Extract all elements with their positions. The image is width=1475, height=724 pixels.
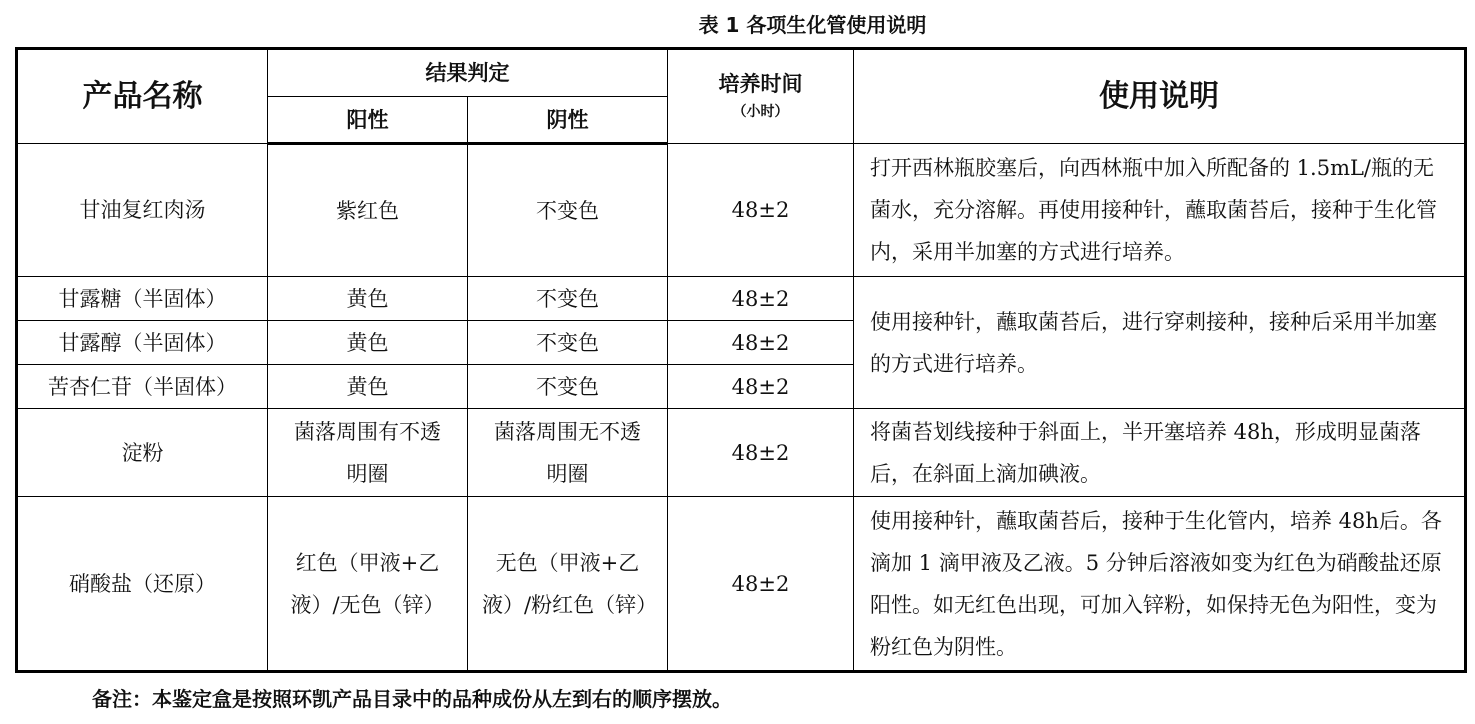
header-time-cell: [668, 49, 854, 144]
row-positive: 紫红色: [268, 144, 468, 277]
row-negative: 不变色: [468, 321, 668, 365]
header-time: 培养时间: [718, 71, 803, 96]
row-name: 甘露醇（半固体）: [17, 321, 268, 365]
row-name: 甘油复红肉汤: [17, 144, 268, 277]
row-negative: 菌落周围无不透明圈: [468, 409, 668, 497]
row-negative: 无色（甲液+乙液）/粉红色（锌）: [468, 497, 668, 672]
row-usage: 使用接种针，蘸取菌苔后，接种于生化管内，培养 48h后。各滴加 1 滴甲液及乙液。5 分钟后溶液如变为红色为硝酸盐还原阳性。如无红色出现，可加入锌粉，如保持无色为阳性，变为粉红色为阴性。: [854, 497, 1466, 672]
row-time: 48±2: [668, 497, 854, 672]
row-name: 硝酸盐（还原）: [17, 497, 268, 672]
row-usage: 打开西林瓶胶塞后，向西林瓶中加入所配备的 1.5mL/瓶的无菌水，充分溶解。再使用接种针，蘸取菌苔后，接种于生化管内，采用半加塞的方式进行培养。: [854, 144, 1466, 277]
row-usage: 将菌苔划线接种于斜面上，半开塞培养 48h，形成明显菌落后，在斜面上滴加碘液。: [854, 409, 1466, 497]
row-name: 淀粉: [17, 409, 268, 497]
row-time: 48±2: [668, 365, 854, 409]
table-caption: 表 1 各项生化管使用说明: [698, 13, 927, 37]
table-row: [17, 409, 1466, 497]
header-time-unit: （小时）: [732, 103, 789, 120]
header-usage: 使用说明: [854, 49, 1466, 144]
row-time: 48±2: [668, 144, 854, 277]
table-row: [17, 277, 1466, 321]
row-time: 48±2: [668, 277, 854, 321]
table-row: [17, 497, 1466, 672]
row-positive: 黄色: [268, 365, 468, 409]
header-result: 结果判定: [268, 49, 668, 97]
row-usage-semisolid: 使用接种针，蘸取菌苔后，进行穿刺接种，接种后采用半加塞的方式进行培养。: [854, 277, 1466, 409]
row-time: 48±2: [668, 409, 854, 497]
header-product-name: 产品名称: [17, 49, 268, 144]
table-row: [17, 144, 1466, 277]
row-positive: 菌落周围有不透明圈: [268, 409, 468, 497]
row-positive: 黄色: [268, 321, 468, 365]
row-positive: 红色（甲液+乙液）/无色（锌）: [268, 497, 468, 672]
row-time: 48±2: [668, 321, 854, 365]
row-name: 苦杏仁苷（半固体）: [17, 365, 268, 409]
row-negative: 不变色: [468, 277, 668, 321]
row-negative: 不变色: [468, 144, 668, 277]
row-name: 甘露糖（半固体）: [17, 277, 268, 321]
footnote: 备注：本鉴定盒是按照环凯产品目录中的品种成份从左到右的顺序摆放。: [92, 687, 732, 711]
row-positive: 黄色: [268, 277, 468, 321]
header-positive: 阳性: [268, 97, 468, 144]
biochemical-tube-table: [15, 47, 1467, 673]
header-negative: 阴性: [468, 97, 668, 144]
row-negative: 不变色: [468, 365, 668, 409]
